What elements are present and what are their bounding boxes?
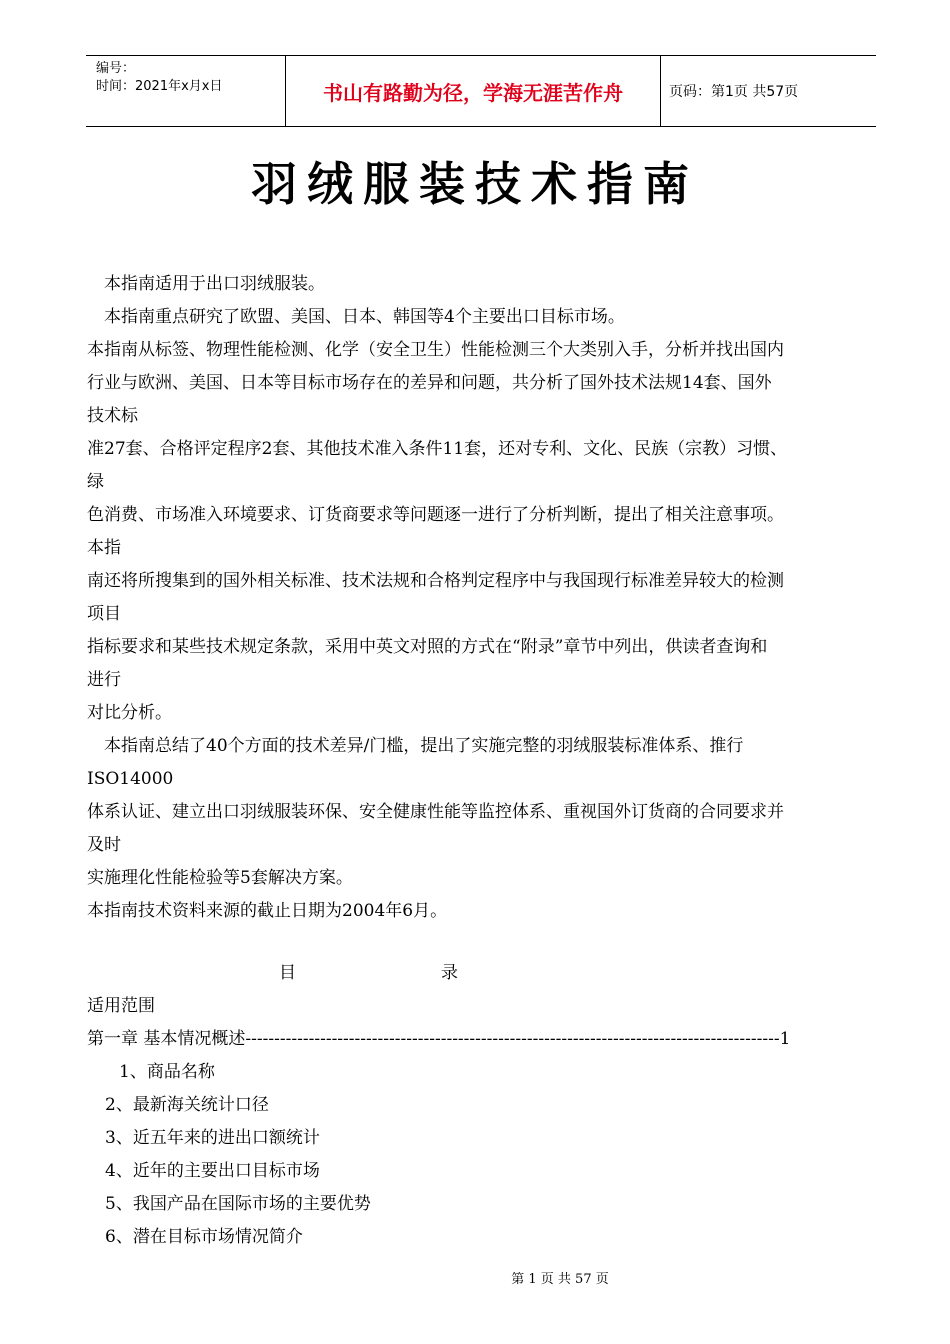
body-line: 技术标 — [87, 406, 138, 426]
toc-title-right: 录 — [441, 963, 458, 983]
body-line: 实施理化性能检验等5套解决方案。 — [87, 868, 353, 888]
time-label: 时间：2021年x月x日 — [96, 79, 223, 94]
body-line: ISO14000 — [87, 769, 174, 789]
toc-item[interactable]: 6、潜在目标市场情况简介 — [105, 1227, 303, 1247]
document-header — [86, 55, 876, 127]
body-line: 准27套、合格评定程序2套、其他技术准入条件11套，还对专利、文化、民族（宗教）习惯、 — [87, 439, 788, 459]
body-line: 对比分析。 — [87, 703, 172, 723]
body-text — [87, 268, 887, 928]
body-line: 行业与欧洲、美国、日本等目标市场存在的差异和问题，共分析了国外技术法规14套、国外 — [87, 373, 772, 393]
body-line: 本指南技术资料来源的截止日期为2004年6月。 — [87, 901, 448, 921]
body-line: 指标要求和某些技术规定条款，采用中英文对照的方式在“附录”章节中列出，供读者查询和 — [87, 637, 768, 657]
body-line: 及时 — [87, 835, 121, 855]
page-footer: 第 1 页 共 57 页 — [511, 1272, 609, 1287]
toc-item[interactable]: 5、我国产品在国际市场的主要优势 — [105, 1194, 371, 1214]
body-line: 本指南总结了40个方面的技术差异/门槛，提出了实施完整的羽绒服装标准体系、推行 — [104, 736, 744, 756]
table-of-contents — [87, 990, 887, 1254]
header-motto: 书山有路勤为径，学海无涯苦作舟 — [286, 56, 661, 126]
toc-item[interactable]: 4、近年的主要出口目标市场 — [105, 1161, 320, 1181]
body-line: 本指南重点研究了欧盟、美国、日本、韩国等4个主要出口目标市场。 — [104, 307, 625, 327]
body-line: 色消费、市场准入环境要求、订货商要求等问题逐一进行了分析判断，提出了相关注意事项。 — [87, 505, 784, 525]
number-label: 编号： — [96, 61, 136, 76]
body-line: 绿 — [87, 472, 104, 492]
toc-item[interactable]: 3、近五年来的进出口额统计 — [105, 1128, 320, 1148]
body-line: 本指 — [87, 538, 121, 558]
body-line: 体系认证、建立出口羽绒服装环保、安全健康性能等监控体系、重视国外订货商的合同要求并 — [87, 802, 784, 822]
toc-chapter-1[interactable]: 第一章 基本情况概述---------------------------------------------------------------------------------------------1 — [87, 1029, 791, 1049]
toc-item[interactable]: 2、最新海关统计口径 — [105, 1095, 269, 1115]
body-line: 本指南适用于出口羽绒服装。 — [104, 274, 325, 294]
toc-item[interactable]: 1、商品名称 — [119, 1062, 215, 1082]
body-line: 南还将所搜集到的国外相关标准、技术法规和合格判定程序中与我国现行标准差异较大的检测 — [87, 571, 784, 591]
toc-scope[interactable]: 适用范围 — [87, 996, 155, 1016]
body-line: 本指南从标签、物理性能检测、化学（安全卫生）性能检测三个大类别入手，分析并找出国内 — [87, 340, 784, 360]
toc-title-left: 目 — [279, 963, 296, 983]
body-line: 项目 — [87, 604, 121, 624]
document-title: 羽绒服装技术指南 — [251, 157, 699, 211]
header-page-label: 页码：第1页 共57页 — [669, 84, 799, 100]
header-meta — [86, 56, 286, 126]
body-line: 进行 — [87, 670, 121, 690]
